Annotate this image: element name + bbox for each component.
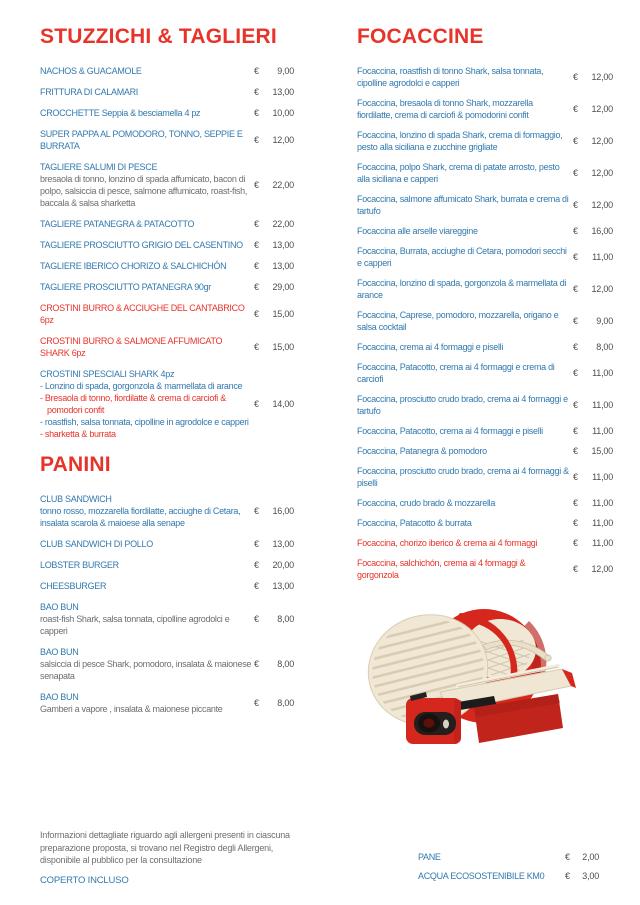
price-value: 12,00 (272, 135, 294, 145)
menu-item (357, 129, 613, 153)
item-text (40, 161, 252, 209)
item-name: CROSTINI BURRO & ACCIUGHE DEL CANTABRICO 6pz (40, 303, 245, 325)
item-name: SUPER PAPPA AL POMODORO, TONNO, SEPPIE E BURRATA (40, 129, 243, 151)
item-text (357, 97, 569, 121)
price-value: 12,00 (591, 136, 613, 146)
item-price (573, 72, 613, 82)
price-value: 8,00 (277, 659, 294, 669)
menu-item (357, 393, 613, 417)
price-value: 12,00 (591, 72, 613, 82)
item-name: Focaccina, lonzino di spada, gorgonzola & marmellata di arance (357, 278, 567, 300)
currency-symbol: € (254, 219, 259, 229)
item-price (254, 219, 294, 229)
currency-symbol: € (254, 66, 259, 76)
item-text (40, 493, 252, 529)
item-name: TAGLIERE IBERICO CHORIZO & SALCHICHÓN (40, 261, 227, 271)
item-price (254, 614, 294, 624)
item-text (357, 245, 569, 269)
price-value: 20,00 (272, 560, 294, 570)
item-name: Focaccina, crema ai 4 formaggi e piselli (357, 342, 504, 352)
item-text (357, 161, 569, 185)
currency-symbol: € (573, 104, 578, 114)
item-price (254, 342, 294, 352)
item-name: TAGLIERE SALUMI DI PESCE (40, 162, 158, 172)
item-name: BAO BUN (40, 692, 79, 702)
item-price (254, 282, 294, 292)
item-text (40, 281, 252, 293)
item-text (40, 128, 252, 152)
menu-item (40, 691, 294, 715)
item-name: PANE (418, 852, 441, 862)
price-value: 16,00 (591, 226, 613, 236)
item-price (565, 871, 599, 881)
currency-symbol: € (254, 614, 259, 624)
currency-symbol: € (254, 581, 259, 591)
item-text (40, 580, 252, 592)
currency-symbol: € (254, 399, 259, 409)
menu-item (357, 517, 613, 529)
item-name: CROSTINI SPESCIALI SHARK 4pz (40, 369, 175, 379)
currency-symbol: € (573, 136, 578, 146)
item-bullet: - Lonzino di spada, gorgonzola & marmellata di arance (40, 381, 243, 391)
item-text (357, 341, 569, 353)
menu-item (40, 239, 294, 251)
price-value: 11,00 (592, 498, 613, 508)
item-name: Focaccina, lonzino di spada Shark, crema di formaggio, pesto alla siciliana e zucchine grigliate (357, 130, 563, 152)
item-text (418, 870, 560, 882)
item-price (573, 284, 613, 294)
item-description: Gamberi a vapore , insalata & maionese piccante (40, 704, 223, 714)
item-price (573, 200, 613, 210)
item-text (357, 497, 569, 509)
meat-slicer-image (366, 606, 578, 751)
item-description: tonno rosso, mozzarella fiordilatte, acciughe di Cetara, insalata scarola & maioese alla senape (40, 506, 241, 528)
menu-item (40, 86, 294, 98)
price-value: 13,00 (272, 581, 294, 591)
menu-item (357, 537, 613, 549)
item-price (254, 180, 294, 190)
price-value: 13,00 (272, 87, 294, 97)
item-price (573, 426, 613, 436)
price-value: 11,00 (592, 538, 613, 548)
currency-symbol: € (254, 539, 259, 549)
item-price (573, 400, 613, 410)
item-text (40, 646, 252, 682)
menu-item (40, 281, 294, 293)
item-text (357, 65, 569, 89)
menu-item (357, 445, 613, 457)
item-description: roast-fish Shark, salsa tonnata, cipolline agrodolci e capperi (40, 614, 230, 636)
price-value: 11,00 (592, 252, 613, 262)
item-name: Focaccina, crudo brado & mozzarella (357, 498, 496, 508)
menu-item (418, 870, 599, 882)
item-price (573, 472, 613, 482)
item-price (573, 518, 613, 528)
item-text (357, 465, 569, 489)
item-name: Focaccina, roastfish di tonno Shark, salsa tonnata, cipolline agrodolci e capperi (357, 66, 544, 88)
price-value: 12,00 (591, 168, 613, 178)
item-text (40, 691, 252, 715)
currency-symbol: € (254, 506, 259, 516)
item-text (40, 65, 252, 77)
item-name: Focaccina, salchichón, crema ai 4 formaggi & gorgonzola (357, 558, 526, 580)
currency-symbol: € (254, 108, 259, 118)
item-text (40, 107, 252, 119)
menu-item (40, 335, 294, 359)
currency-symbol: € (254, 87, 259, 97)
price-value: 11,00 (592, 426, 613, 436)
footer-extras (418, 851, 599, 889)
item-name: FRITTURA DI CALAMARI (40, 87, 139, 97)
section-title: PANINI (40, 453, 111, 476)
price-value: 10,00 (272, 108, 294, 118)
item-price (573, 168, 613, 178)
menu-item (418, 851, 599, 863)
item-name: Focaccina, Caprese, pomodoro, mozzarella, origano e salsa cocktail (357, 310, 559, 332)
price-value: 13,00 (272, 240, 294, 250)
item-description: salsiccia di pesce Shark, pomodoro, insalata & maionese senapata (40, 659, 252, 681)
item-name: CLUB SANDWICH (40, 494, 112, 504)
price-value: 15,00 (272, 342, 294, 352)
price-value: 12,00 (591, 104, 613, 114)
currency-symbol: € (573, 472, 578, 482)
currency-symbol: € (573, 316, 578, 326)
menu-item (357, 161, 613, 185)
item-bullet: - roastfish, salsa tonnata, cipolline in agrodolce e capperi (40, 417, 249, 427)
item-text (357, 517, 569, 529)
item-price (573, 564, 613, 574)
item-text (357, 129, 569, 153)
item-name: Focaccina, bresaola di tonno Shark, mozzarella fiordilatte, crema di carciofi & pomodorini confit (357, 98, 533, 120)
item-name: Focaccina, Patacotto, crema ai 4 formaggi e piselli (357, 426, 543, 436)
item-text (40, 302, 252, 326)
item-text (40, 260, 252, 272)
menu-item (40, 302, 294, 326)
currency-symbol: € (573, 564, 578, 574)
item-text (357, 361, 569, 385)
left-menu-column (40, 26, 294, 724)
menu-item (40, 493, 294, 529)
currency-symbol: € (573, 498, 578, 508)
menu-item (357, 225, 613, 237)
price-value: 22,00 (272, 219, 294, 229)
item-price (254, 87, 294, 97)
item-text (40, 538, 252, 550)
menu-item (357, 465, 613, 489)
currency-symbol: € (254, 135, 259, 145)
currency-symbol: € (573, 446, 578, 456)
currency-symbol: € (573, 200, 578, 210)
item-price (573, 342, 613, 352)
item-name: Focaccina, prosciutto crudo brado, crema ai 4 formaggi e tartufo (357, 394, 568, 416)
item-name: BAO BUN (40, 647, 79, 657)
item-text (357, 277, 569, 301)
item-text (40, 335, 252, 359)
item-text (357, 309, 569, 333)
price-value: 15,00 (272, 309, 294, 319)
item-price (254, 581, 294, 591)
item-price (254, 698, 294, 708)
price-value: 12,00 (591, 200, 613, 210)
item-name: TAGLIERE PROSCIUTTO GRIGIO DEL CASENTINO (40, 240, 243, 250)
item-name: CROSTINI BURRO & SALMONE AFFUMICATO SHARK 6pz (40, 336, 223, 358)
currency-symbol: € (573, 284, 578, 294)
section-title: FOCACCINE (357, 25, 484, 48)
item-price (573, 538, 613, 548)
menu-item (357, 361, 613, 385)
item-name: TAGLIERE PROSCIUTTO PATANEGRA 90gr (40, 282, 212, 292)
price-value: 2,00 (582, 852, 599, 862)
item-name: Focaccina, chorizo iberico & crema ai 4 formaggi (357, 538, 538, 548)
item-price (573, 498, 613, 508)
item-price (254, 66, 294, 76)
item-text (40, 601, 252, 637)
item-name: Focaccina alle arselle viareggine (357, 226, 478, 236)
item-name: Focaccina, Patanegra & pomodoro (357, 446, 487, 456)
menu-item (357, 193, 613, 217)
item-text (40, 368, 252, 440)
item-price (254, 506, 294, 516)
item-name: Focaccina, Patacotto, crema ai 4 formaggi e crema di carciofi (357, 362, 555, 384)
price-value: 22,00 (272, 180, 294, 190)
menu-item (40, 646, 294, 682)
item-name: NACHOS & GUACAMOLE (40, 66, 142, 76)
item-name: Focaccina, polpo Shark, crema di patate arrosto, pesto alla siciliana e capperi (357, 162, 560, 184)
currency-symbol: € (254, 659, 259, 669)
price-value: 8,00 (277, 698, 294, 708)
currency-symbol: € (573, 342, 578, 352)
menu-item (357, 277, 613, 301)
item-price (254, 659, 294, 669)
price-value: 11,00 (592, 472, 613, 482)
item-description: bresaola di tonno, lonzino di spada affumicato, bacon di polpo, salsiccia di pesce, salmone affumicato, roast-fish, baccala & salsa sharketta (40, 174, 248, 208)
currency-symbol: € (254, 698, 259, 708)
item-price (254, 108, 294, 118)
currency-symbol: € (254, 240, 259, 250)
item-name: Focaccina, Patacotto & burrata (357, 518, 472, 528)
menu-item (40, 601, 294, 637)
item-price (573, 446, 613, 456)
price-value: 8,00 (596, 342, 613, 352)
menu-item (357, 245, 613, 269)
item-name: ACQUA ECOSOSTENIBILE KM0 (418, 871, 545, 881)
price-value: 29,00 (272, 282, 294, 292)
allergen-note: Informazioni dettagliate riguardo agli allergeni presenti in ciascuna preparazione proposta, si trovano nel Registro degli Allergeni, disponibile al pubblico per la consultazione (40, 830, 290, 865)
price-value: 16,00 (272, 506, 294, 516)
item-price (254, 560, 294, 570)
item-price (573, 104, 613, 114)
menu-item (357, 557, 613, 581)
item-text (357, 445, 569, 457)
item-bullet: - Bresaola di tonno, fiordilatte & crema di carciofi & pomodori confit (40, 393, 226, 415)
currency-symbol: € (573, 72, 578, 82)
currency-symbol: € (254, 261, 259, 271)
price-value: 9,00 (596, 316, 613, 326)
menu-item (40, 260, 294, 272)
menu-item (357, 65, 613, 89)
menu-item (357, 97, 613, 121)
price-value: 13,00 (272, 261, 294, 271)
menu-item (40, 161, 294, 209)
menu-item (40, 580, 294, 592)
item-text (357, 425, 569, 437)
currency-symbol: € (254, 560, 259, 570)
item-name: BAO BUN (40, 602, 79, 612)
right-menu-column (357, 26, 613, 589)
item-price (573, 136, 613, 146)
item-name: CHEESBURGER (40, 581, 107, 591)
item-bullet: - sharketta & burrata (40, 429, 116, 439)
currency-symbol: € (565, 852, 570, 862)
menu-item (40, 107, 294, 119)
item-price (254, 240, 294, 250)
currency-symbol: € (573, 168, 578, 178)
item-text (357, 537, 569, 549)
price-value: 3,00 (582, 871, 599, 881)
item-name: CROCCHETTE Seppia & besciamella 4 pz (40, 108, 201, 118)
item-name: LOBSTER BURGER (40, 560, 119, 570)
coperto-incluso-label: COPERTO INCLUSO (40, 875, 129, 886)
currency-symbol: € (565, 871, 570, 881)
item-price (573, 316, 613, 326)
item-text (357, 225, 569, 237)
menu-item (40, 218, 294, 230)
currency-symbol: € (573, 538, 578, 548)
menu-item (40, 368, 294, 440)
price-value: 13,00 (272, 539, 294, 549)
menu-item (40, 65, 294, 77)
item-price (573, 368, 613, 378)
menu-item (357, 425, 613, 437)
menu-item (357, 497, 613, 509)
item-text (357, 193, 569, 217)
item-text (40, 239, 252, 251)
item-text (40, 218, 252, 230)
item-price (254, 135, 294, 145)
currency-symbol: € (254, 282, 259, 292)
price-value: 8,00 (277, 614, 294, 624)
currency-symbol: € (254, 180, 259, 190)
price-value: 11,00 (592, 518, 613, 528)
currency-symbol: € (573, 226, 578, 236)
currency-symbol: € (573, 400, 578, 410)
item-name: CLUB SANDWICH DI POLLO (40, 539, 153, 549)
currency-symbol: € (573, 518, 578, 528)
item-price (573, 252, 613, 262)
section-title: STUZZICHI & TAGLIERI (40, 25, 277, 48)
currency-symbol: € (254, 342, 259, 352)
menu-item (40, 128, 294, 152)
price-value: 9,00 (277, 66, 294, 76)
currency-symbol: € (573, 368, 578, 378)
price-value: 11,00 (592, 368, 613, 378)
item-name: Focaccina, prosciutto crudo brado, crema ai 4 formaggi & piselli (357, 466, 569, 488)
menu-item (357, 341, 613, 353)
item-text (40, 86, 252, 98)
menu-item (40, 538, 294, 550)
item-price (254, 261, 294, 271)
item-price (254, 309, 294, 319)
item-text (357, 393, 569, 417)
item-name: Focaccina, Burrata, acciughe di Cetara, pomodori secchi e capperi (357, 246, 567, 268)
item-price (565, 852, 599, 862)
item-price (254, 399, 294, 409)
menu-item (40, 559, 294, 571)
currency-symbol: € (254, 309, 259, 319)
currency-symbol: € (573, 252, 578, 262)
item-price (254, 539, 294, 549)
price-value: 11,00 (592, 400, 613, 410)
item-price (573, 226, 613, 236)
price-value: 12,00 (591, 284, 613, 294)
currency-symbol: € (573, 426, 578, 436)
item-name: TAGLIERE PATANEGRA & PATACOTTO (40, 219, 195, 229)
item-name: Focaccina, salmone affumicato Shark, burrata e crema di tartufo (357, 194, 569, 216)
item-text (40, 559, 252, 571)
menu-item (357, 309, 613, 333)
price-value: 12,00 (591, 564, 613, 574)
price-value: 15,00 (591, 446, 613, 456)
item-text (418, 851, 560, 863)
price-value: 14,00 (272, 399, 294, 409)
item-text (357, 557, 569, 581)
